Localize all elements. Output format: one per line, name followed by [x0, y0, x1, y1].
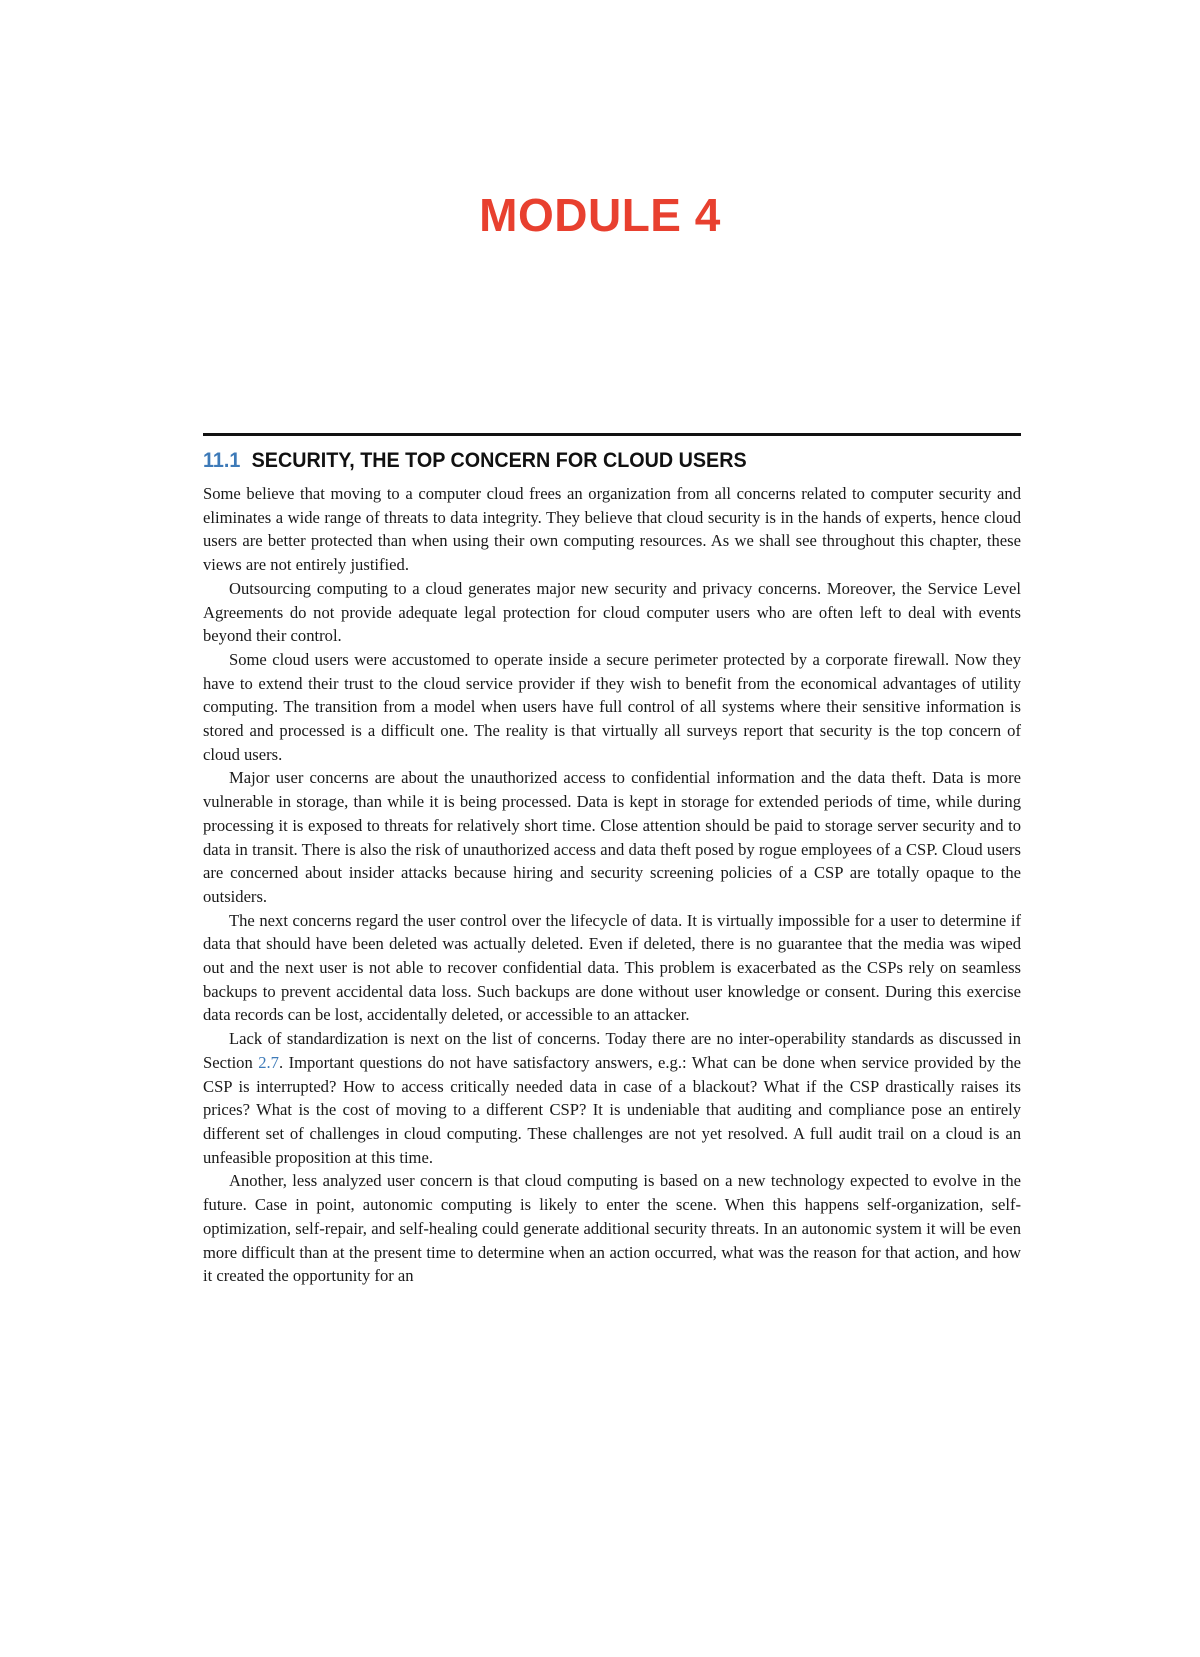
paragraph-intro: Some believe that moving to a computer cloud frees an organization from all concerns related to computer security and eliminates a wide range of threats to data integrity. They believe that cloud security is in the hands of experts, hence cloud users are better protected than when using their own computing resources. As we shall see throughout this chapter, these views are not entirely justified. — [203, 484, 1021, 575]
module-title: MODULE 4 — [479, 189, 721, 241]
paragraph-outsourcing: Outsourcing computing to a cloud generates major new security and privacy concerns. Moreover, the Service Level Agreements do not provide adequate legal protection for cloud computer users who are often left to deal with events beyond their control. — [203, 578, 1021, 646]
standardization-text-start: Lack of standardization is next on the list of concerns. Today there are no inter-operability standards as discussed in Section — [203, 1029, 1021, 1072]
paragraph-data-lifecycle: The next concerns regard the user control over the lifecycle of data. It is virtually impossible for a user to determine if data that should have been deleted was actually deleted. Even if deleted, there is no guarantee that the media was wiped out and the next user is not able to recover confidential data. This problem is exacerbated as the CSPs rely on seamless backups to prevent accidental data loss. Such backups are done without user knowledge or consent. During this exercise data records can be lost, accidentally deleted, or accessible to an attacker. — [203, 910, 1021, 1025]
paragraph-standardization — [203, 1027, 1021, 1169]
section-heading — [203, 446, 972, 476]
page-content — [203, 433, 1021, 1288]
section-rule — [203, 433, 1021, 436]
paragraph-autonomic: Another, less analyzed user concern is that cloud computing is based on a new technology expected to evolve in the future. Case in point, autonomic computing is likely to enter the scene. When this happens self-organization, self-optimization, self-repair, and self-healing could generate additional security threats. In an autonomic system it will be even more difficult than at the present time to determine when an action occurred, what was the reason for that action, and how it created the opportunity for an — [203, 1171, 1021, 1286]
section-reference-link[interactable]: 2.7 — [258, 1052, 279, 1072]
standardization-text-end: . Important questions do not have satisfactory answers, e.g.: What can be done when service provided by the CSP is interrupted? How to access critically needed data in case of a blackout? What if the CSP drastically raises its prices? What is the cost of moving to a different CSP? It is undeniable that auditing and compliance pose an entirely different set of challenges in cloud computing. These challenges are not yet resolved. A full audit trail on a cloud is an unfeasible proposition at this time. — [203, 1052, 1022, 1167]
paragraph-perimeter: Some cloud users were accustomed to operate inside a secure perimeter protected by a corporate firewall. Now they have to extend their trust to the cloud service provider if they wish to benefit from the economical advantages of utility computing. The transition from a model when users have full control of all systems where their sensitive information is stored and processed is a difficult one. The reality is that virtually all surveys report that security is the top concern of cloud users. — [203, 649, 1021, 764]
paragraph-unauthorized-access: Major user concerns are about the unauthorized access to confidential information and the data theft. Data is more vulnerable in storage, than while it is being processed. Data is kept in storage for extended periods of time, while during processing it is exposed to threats for relatively short time. Close attention should be paid to storage server security and to data in transit. There is also the risk of unauthorized access and data theft posed by rogue employees of a CSP. Cloud users are concerned about insider attacks because hiring and security screening policies of a CSP are totally opaque to the outsiders. — [203, 768, 1021, 906]
section-title: SECURITY, THE TOP CONCERN FOR CLOUD USERS — [251, 449, 747, 472]
section-number: 11.1 — [203, 449, 241, 472]
